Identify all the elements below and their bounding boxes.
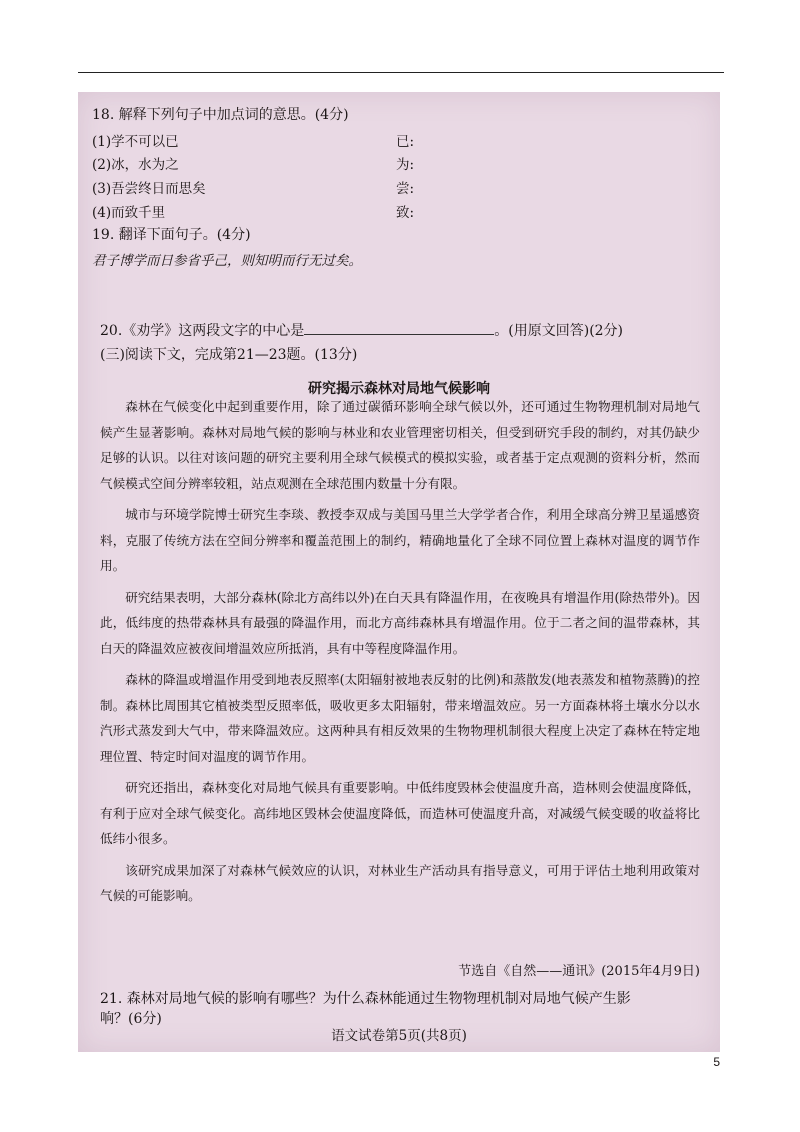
article-paragraph: 森林的降温或增温作用受到地表反照率(太阳辐射被地表反射的比例)和蒸散发(地表蒸发和植物蒸腾)的控制。森林比周围其它植被类型反照率低，吸收更多太阳辐射，带来增温效应。另一方面森林将土壤水分以水汽形式蒸发到大气中，带来降温效应。这两种具有相反效果的生物物理机制很大程度上决定了森林在特定地理位置、特定时间对温度的调节作用。 — [100, 672, 700, 764]
article-paragraph: 研究结果表明，大部分森林(除北方高纬以外)在白天具有降温作用，在夜晚具有增温作用(除热带外)。因此，低纬度的热带森林具有最强的降温作用，而北方高纬森林具有增温作用。位于二者之间的温带森林，其白天的降温效应被夜间增温效应所抵消，具有中等程度降温作用。 — [100, 589, 700, 656]
article-paragraph: 研究还指出，森林变化对局地气候具有重要影响。中低纬度毁林会使温度升高，造林则会使温度降低，有利于应对全球气候变化。高纬地区毁林会使温度降低，而造林可使温度升高，对减缓气候变暖的收益将比低纬小很多。 — [100, 780, 700, 846]
q18-stem: 18. 解释下列句子中加点词的意思。(4分) — [92, 107, 349, 123]
q18-word-1: 已: — [396, 134, 415, 150]
q18-word-2: 为: — [396, 157, 415, 173]
q18-item-1: (1)学不可以已 — [92, 134, 179, 150]
q21-line-1: 21. 森林对局地气候的影响有哪些？为什么森林能通过生物物理机制对局地气候产生影 — [100, 991, 631, 1007]
q18-item-2: (2)冰，水为之 — [92, 157, 179, 173]
page-number: 5 — [713, 1055, 720, 1069]
q19-sentence: 君子博学而日参省乎己，则知明而行无过矣。 — [92, 253, 362, 269]
article-source: 节选自《自然——通讯》(2015年4月9日) — [458, 964, 700, 979]
q21-line-2: 响？(6分) — [100, 1011, 162, 1027]
q18-item-4: (4)而致千里 — [92, 205, 166, 221]
q20-line — [100, 320, 623, 340]
article-title: 研究揭示森林对局地气候影响 — [308, 381, 490, 397]
q18-word-4: 致: — [396, 205, 415, 221]
header-rule — [78, 72, 724, 73]
q19-stem: 19. 翻译下面句子。(4分) — [92, 227, 251, 243]
q20-suffix: 。(用原文回答)(2分) — [494, 323, 624, 339]
article-body — [100, 394, 700, 909]
q20-answer-blank[interactable] — [304, 322, 494, 335]
exam-footer: 语文试卷第5页(共8页) — [331, 1028, 467, 1044]
article-paragraph: 该研究成果加深了对森林气候效应的认识，对林业生产活动具有指导意义，可用于评估土地利用政策对气候的可能影响。 — [100, 862, 700, 903]
article-paragraph: 城市与环境学院博士研究生李琰、教授李双成与美国马里兰大学学者合作，利用全球高分辨卫星遥感资料，克服了传统方法在空间分辨率和覆盖范围上的制约，精确地量化了全球不同位置上森林对温度的调节作用。 — [100, 507, 700, 573]
q18-word-3: 尝: — [396, 181, 415, 197]
section3-heading: (三)阅读下文，完成第21—23题。(13分) — [100, 347, 358, 363]
q18-item-3: (3)吾尝终日而思矣 — [92, 181, 206, 197]
scanned-exam-page — [78, 92, 720, 1052]
q20-prefix: 20.《劝学》这两段文字的中心是 — [100, 323, 305, 339]
article-paragraph: 森林在气候变化中起到重要作用，除了通过碳循环影响全球气候以外，还可通过生物物理机制对局地气候产生显著影响。森林对局地气候的影响与林业和农业管理密切相关，但受到研究手段的制约，对其仍缺少足够的认识。以往对该问题的研究主要利用全球气候模式的模拟实验，或者基于定点观测的资料分析，然而气候模式空间分辨率较粗，站点观测在全球范围内数量十分有限。 — [100, 399, 700, 491]
